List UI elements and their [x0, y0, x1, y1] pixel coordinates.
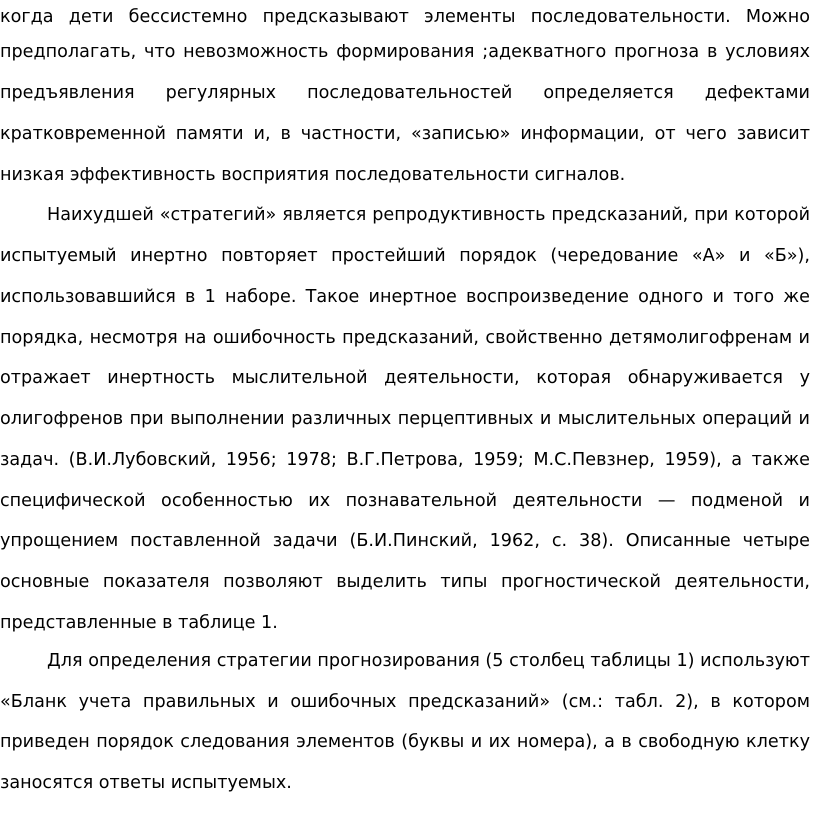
- paragraph-first-line: Для определения стратегии прогнозирования (5 столбец таблицы 1) используют: [47, 651, 810, 671]
- text-line: специфической особенностью их познавательной деятельности — подменой и: [0, 491, 810, 511]
- text-line: приведен порядок следования элементов (буквы и их номера), а в свободную клетку: [0, 732, 810, 752]
- text-line: порядка, несмотря на ошибочность предсказаний, свойственно детямолигофренам и: [0, 328, 810, 348]
- text-line: представленные в таблице 1.: [0, 613, 278, 633]
- text-line: предполагать, что невозможность формирования ;адекватного прогноза в условиях: [0, 42, 810, 62]
- text-line: предъявления регулярных последовательностей определяется дефектами: [0, 83, 810, 103]
- text-line: основные показателя позволяют выделить типы прогностической деятельности,: [0, 572, 810, 592]
- text-line: использовавшийся в 1 наборе. Такое инертное воспроизведение одного и того же: [0, 287, 810, 307]
- text-line: упрощением поставленной задачи (Б.И.Пинский, 1962, с. 38). Описанные четыре: [0, 531, 810, 551]
- text-line: заносятся ответы испытуемых.: [0, 773, 292, 793]
- text-line: олигофренов при выполнении различных перцептивных и мыслительных операций и: [0, 409, 810, 429]
- text-line: испытуемый инертно повторяет простейший порядок (чередование «А» и «Б»),: [0, 246, 810, 266]
- text-line: отражает инертность мыслительной деятельности, которая обнаруживается у: [0, 368, 810, 388]
- text-line: задач. (В.И.Лубовский, 1956; 1978; В.Г.Петрова, 1959; М.С.Певзнер, 1959), а также: [0, 450, 810, 470]
- text-line: кратковременной памяти и, в частности, «записью» информации, от чего зависит: [0, 124, 810, 144]
- text-line: «Бланк учета правильных и ошибочных предсказаний» (см.: табл. 2), в котором: [0, 692, 810, 712]
- text-line: низкая эффективность восприятия последовательности сигналов.: [0, 165, 626, 185]
- paragraph-first-line: Наихудшей «стратегий» является репродуктивность предсказаний, при которой: [47, 205, 810, 225]
- text-line: когда дети бессистемно предсказывают элементы последовательности. Можно: [0, 7, 810, 27]
